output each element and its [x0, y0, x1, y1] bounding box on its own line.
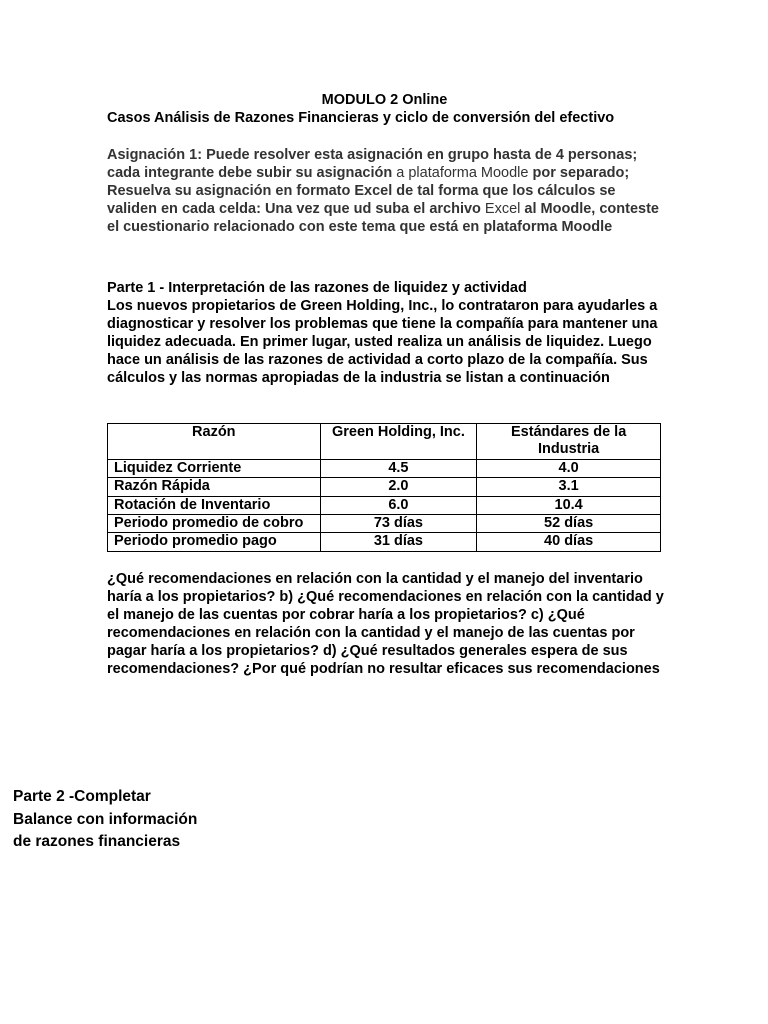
table-header-razon: Razón [108, 424, 321, 460]
assignment-text-b: a plataforma Moodle [392, 165, 533, 181]
page-title: MODULO 2 Online [321, 92, 448, 108]
table-header-row [108, 424, 661, 460]
table-cell-industry: 4.0 [477, 459, 661, 477]
table-cell-company: 6.0 [320, 496, 477, 514]
questions-paragraph: ¿Qué recomendaciones en relación con la cantidad y el manejo del inventario haría a los propietarios? b) ¿Qué recomendaciones en relación con la cantidad y el manejo de las cuentas por cobrar haría a los propietarios? c) ¿Qué recomendaciones en relación con la cantidad y el manejo de las cuentas por pagar haría a los propietarios? d) ¿Qué resultados generales espera de sus recomendaciones? ¿Por qué podrían no resultar eficaces sus recomendaciones [107, 571, 664, 677]
part2-line: de razones financieras [13, 833, 181, 850]
table-row [108, 496, 661, 514]
table-cell-metric: Liquidez Corriente [108, 459, 321, 477]
table-cell-company: 2.0 [320, 478, 477, 496]
assignment-instructions [107, 146, 667, 236]
assignment-text-e: al Moodle, conteste el cuestionario relacionado con este tema que está en plataforma Moodle [107, 201, 659, 235]
table-header-industry: Estándares de la Industria [477, 424, 661, 460]
assignment-text-d: Excel [480, 201, 525, 217]
table-cell-metric: Periodo promedio pago [108, 533, 321, 551]
table-cell-company: 73 días [320, 515, 477, 533]
part2-heading [13, 786, 243, 854]
part2-line: Parte 2 -Completar [13, 788, 151, 805]
document-subtitle: Casos Análisis de Razones Financieras y ciclo de conversión del efectivo [107, 110, 615, 126]
table-cell-metric: Rotación de Inventario [108, 496, 321, 514]
part2-line: Balance con información [13, 810, 198, 828]
table-header-company: Green Holding, Inc. [320, 424, 477, 460]
ratios-table [107, 423, 661, 552]
table-cell-company: 31 días [320, 533, 477, 551]
table-row [108, 459, 661, 477]
table-row [108, 478, 661, 496]
table-cell-company: 4.5 [320, 459, 477, 477]
table-cell-industry: 10.4 [477, 496, 661, 514]
table-cell-metric: Razón Rápida [108, 478, 321, 496]
table-cell-metric: Periodo promedio de cobro [108, 515, 321, 533]
table-cell-industry: 40 días [477, 533, 661, 551]
assignment-text-a: Asignación 1: Puede resolver esta asignación en grupo hasta de 4 personas; cada integrante debe subir su asignación [107, 147, 638, 181]
table-row [108, 533, 661, 551]
table-row [108, 515, 661, 533]
table-cell-industry: 52 días [477, 515, 661, 533]
part1-body: Los nuevos propietarios de Green Holding, Inc., lo contrataron para ayudarles a diagnosticar y resolver los problemas que tiene la compañía para mantener una liquidez adecuada. En primer lugar, usted realiza un análisis de liquidez. Luego hace un análisis de las razones de actividad a corto plazo de la compañía. Sus cálculos y las normas apropiadas de la industria se listan a continuación [107, 298, 658, 386]
assignment-text-c: por separado; Resuelva su asignación en formato Excel de tal forma que los cálculos se validen en cada celda: Una vez que ud suba el archivo [107, 165, 630, 217]
part1-heading: Parte 1 - Interpretación de las razones de liquidez y actividad [107, 280, 527, 296]
table-cell-industry: 3.1 [477, 478, 661, 496]
part1-section [107, 279, 667, 387]
